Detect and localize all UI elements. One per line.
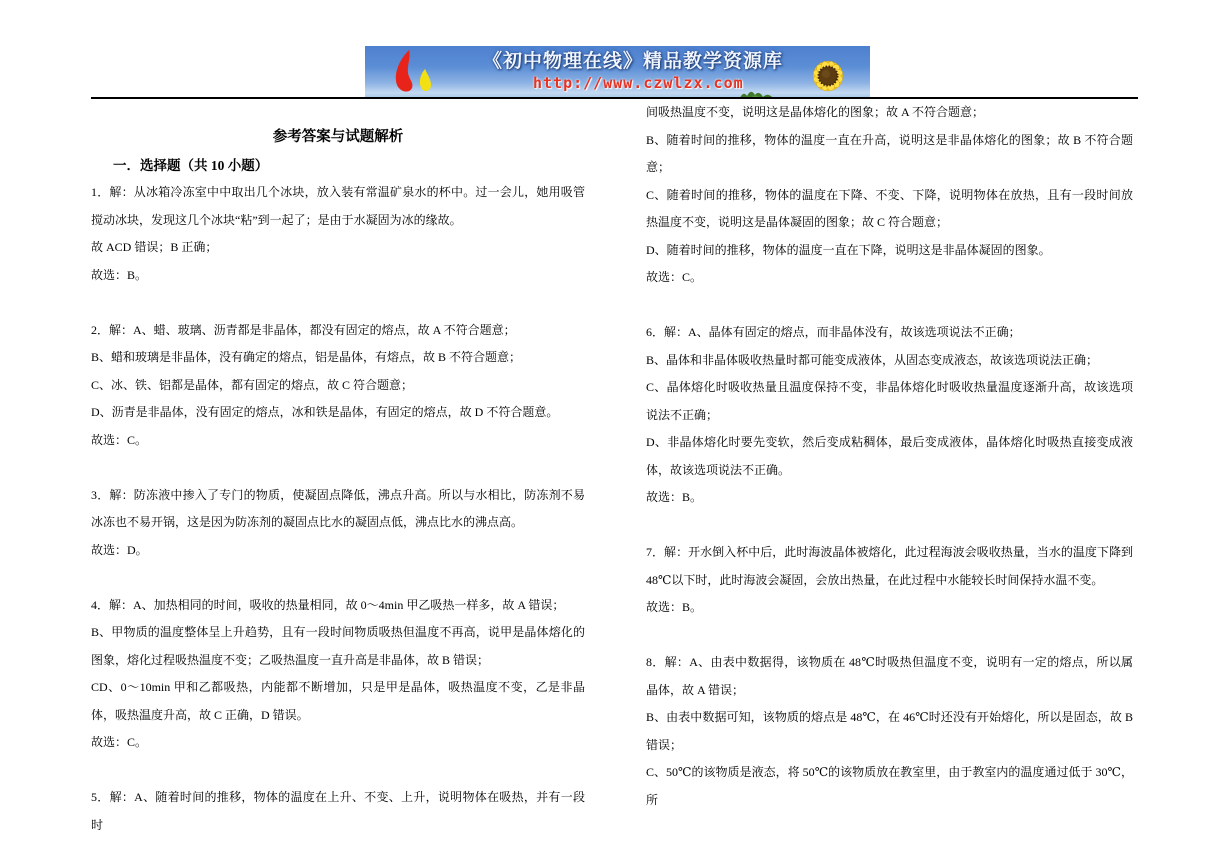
section-heading: 一．选择题（共 10 小题）: [113, 157, 269, 173]
paragraph: 故选：C。: [646, 270, 703, 284]
right-column: [646, 99, 1133, 814]
paragraph: D、非晶体熔化时要先变软，然后变成粘稠体，最后变成液体，晶体熔化时吸热直接变成液体，故该选项说法不正确。: [646, 435, 1133, 477]
paragraph: C、冰、铁、铝都是晶体，都有固定的熔点，故 C 符合题意；: [91, 377, 414, 392]
paragraph: CD、0～10min 甲和乙都吸热，内能都不断增加，只是甲是晶体，吸热温度不变，乙是非晶体，吸热温度升高，故 C 正确，D 错误。: [91, 680, 585, 722]
blank-line: [91, 289, 585, 317]
paragraph: C、50℃的该物质是液态，将 50℃的该物质放在教室里，由于教室内的温度通过低于 30℃，所: [646, 765, 1133, 807]
paragraph: 故选：B。: [646, 600, 703, 614]
paragraph: C、晶体熔化时吸收热量且温度保持不变，非晶体熔化时吸收热量温度逐渐升高，故该选项说法不正确；: [646, 380, 1133, 422]
paragraph: 故选：D。: [91, 542, 148, 557]
paragraph: B、蜡和玻璃是非晶体，没有确定的熔点，铝是晶体，有熔点，故 B 不符合题意；: [91, 350, 522, 364]
paragraph: 5．解：A、随着时间的推移，物体的温度在上升、不变、上升，说明物体在吸热，并有一段时: [91, 790, 585, 832]
blank-line: [91, 757, 585, 785]
paragraph: 故选：B。: [646, 490, 703, 504]
paragraph: 3．解：防冻液中掺入了专门的物质，使凝固点降低，沸点升高。所以与水相比，防冻剂不易冰冻也不易开锅，这是因为防冻剂的凝固点比水的凝固点低，沸点比水的沸点高。: [91, 487, 585, 529]
paragraph: 1．解：从冰箱冷冻室中中取出几个冰块，放入装有常温矿泉水的杯中。过一会儿，她用吸管搅动冰块，发现这几个冰块“粘”到一起了；是由于水凝固为冰的缘故。: [91, 185, 585, 227]
paragraph: 故选：C。: [91, 432, 148, 447]
paragraph: 故选：B。: [91, 267, 148, 282]
paragraph: B、甲物质的温度整体呈上升趋势，且有一段时间物质吸热但温度不再高，说甲是晶体熔化的图象，熔化过程吸热温度不变；乙吸热温度一直升高是非晶体，故 B 错误；: [91, 625, 585, 667]
blank-line: [646, 292, 1133, 320]
paragraph: B、由表中数据可知，该物质的熔点是 48℃，在 46℃时还没有开始熔化，所以是固态，故 B 错误；: [646, 710, 1133, 752]
blank-line: [91, 564, 585, 592]
paragraph: B、随着时间的推移，物体的温度一直在升高，说明这是非晶体熔化的图象；故 B 不符合题意；: [646, 132, 1133, 174]
left-column: [91, 99, 585, 839]
paragraph: 故 ACD 错误；B 正确；: [91, 240, 218, 254]
paragraph: 7．解：开水倒入杯中后，此时海波晶体被熔化，此过程海波会吸收热量，当水的温度下降到 48℃以下时，此时海波会凝固，会放出热量，在此过程中水能较长时间保持水温不变。: [646, 545, 1133, 587]
paragraph: 4．解：A、加热相同的时间，吸收的热量相同，故 0～4min 甲乙吸热一样多，故 A 错误；: [91, 597, 565, 612]
paragraph: D、随着时间的推移，物体的温度一直在下降，说明这是非晶体凝固的图象。: [646, 242, 1051, 257]
paragraph: 间吸热温度不变，说明这是晶体熔化的图象；故 A 不符合题意；: [646, 105, 985, 119]
paragraph: C、随着时间的推移，物体的温度在下降、不变、下降，说明物体在放热，且有一段时间放热温度不变，说明这是晶体凝固的图象；故 C 符合题意；: [646, 187, 1133, 229]
paragraph: 8．解：A、由表中数据得，该物质在 48℃时吸热但温度不变，说明有一定的熔点，所以属晶体，故 A 错误；: [646, 655, 1133, 697]
doc-title: 参考答案与试题解析: [272, 129, 404, 145]
paragraph: D、沥青是非晶体，没有固定的熔点，冰和铁是晶体，有固定的熔点，故 D 不符合题意。: [91, 405, 559, 419]
sunflower-image: [792, 48, 862, 98]
paragraph: 故选：C。: [91, 735, 148, 749]
blank-line: [91, 454, 585, 482]
banner-logo-icon: [387, 49, 445, 95]
paragraph: 2．解：A、蜡、玻璃、沥青都是非晶体，都没有固定的熔点，故 A 不符合题意；: [91, 322, 516, 337]
right-paragraphs: [646, 99, 1133, 814]
banner-title: 《初中物理在线》精品教学资源库: [483, 50, 784, 72]
paragraph: B、晶体和非晶体吸收热量时都可能变成液体，从固态变成液态，故该选项说法正确；: [646, 352, 1099, 367]
left-paragraphs: [91, 179, 585, 839]
paragraph: 6．解：A、晶体有固定的熔点，而非晶体没有，故该选项说法不正确；: [646, 325, 1021, 339]
site-banner: [365, 46, 870, 98]
blank-line: [646, 622, 1133, 650]
blank-line: [646, 512, 1133, 540]
banner-url: http://www.czwlzx.com: [533, 74, 744, 92]
